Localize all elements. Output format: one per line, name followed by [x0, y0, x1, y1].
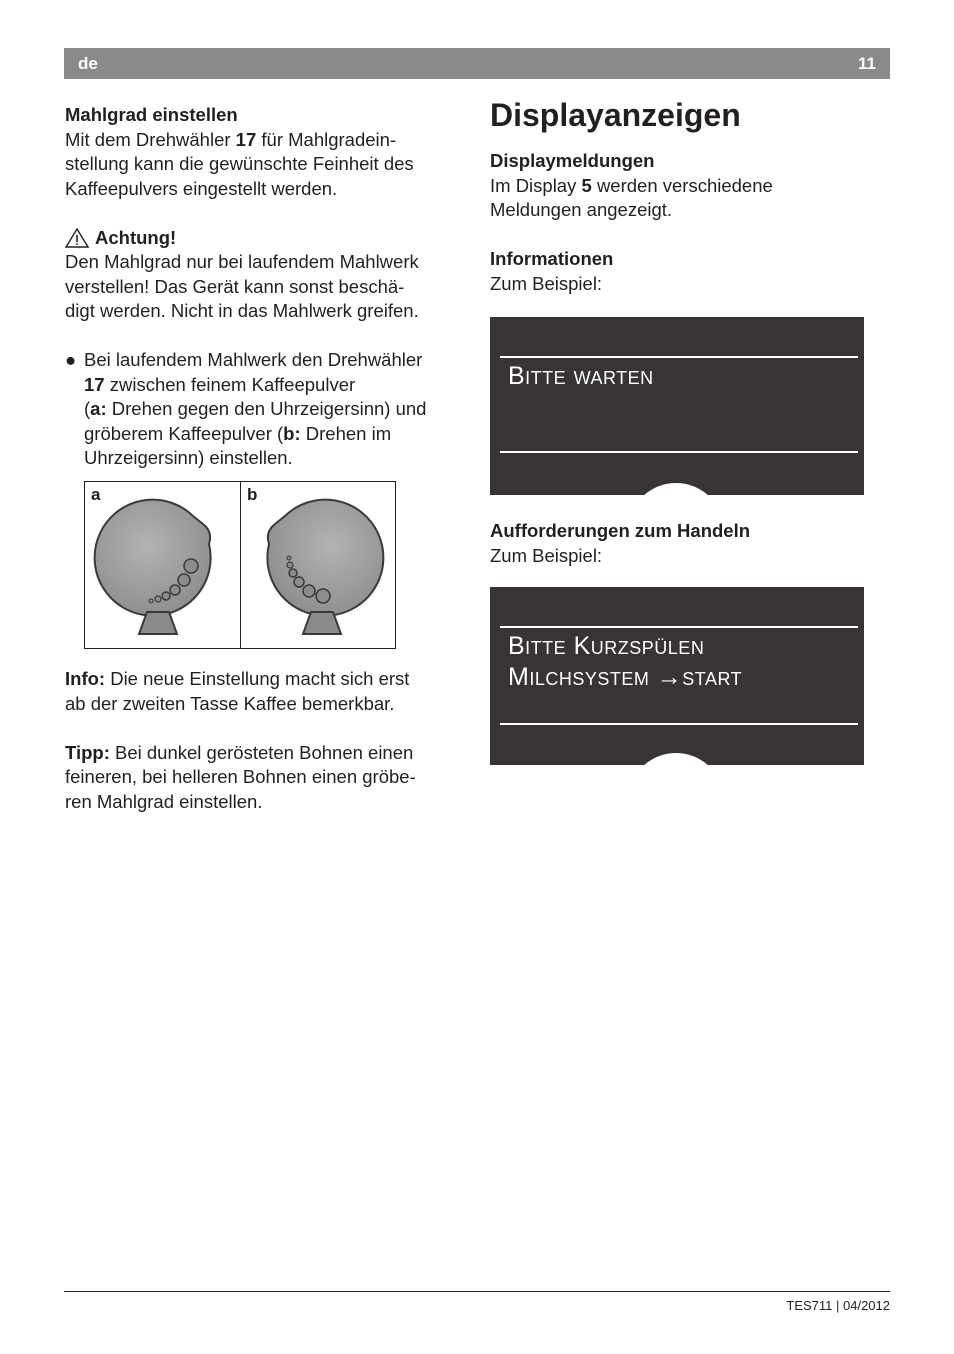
bullet-line-3: (a: Drehen gegen den Uhrzeigersinn) und [84, 398, 427, 419]
subheading-aufforderungen: Aufforderungen zum Handeln [490, 520, 751, 541]
page-number: 11 [858, 54, 876, 73]
warning-triangle-icon [65, 228, 89, 248]
grinder-dial-fine-icon [85, 482, 241, 648]
intro-line-3: Kaffeepulvers eingestellt werden. [65, 177, 338, 199]
warning-title: Achtung! [95, 226, 177, 248]
info-line-2: ab der zweiten Tasse Kaffee bemerkbar. [65, 692, 395, 714]
tip-line-1: Tipp: Bei dunkel gerösteten Bohnen einen [65, 741, 414, 763]
display-screen-action [490, 587, 864, 765]
display-divider-bottom [500, 723, 858, 725]
dial-label-b: b [247, 485, 258, 504]
display-message-milk-start: Milchsystem →start [508, 663, 743, 691]
warning-line-1: Den Mahlgrad nur bei laufendem Mahlwerk [65, 251, 419, 272]
right-column [490, 95, 890, 296]
bullet-line-5: Uhrzeigersinn) einstellen. [84, 447, 293, 468]
language-code: de [78, 54, 98, 73]
bullet-line-4: gröberem Kaffeepulver (b: Drehen im [84, 422, 392, 444]
intro-line-2: stellung kann die gewünschte Feinheit des [65, 153, 414, 174]
example-label-2: Zum Beispiel: [490, 544, 603, 566]
info-line-1: Info: Die neue Einstellung macht sich erst [65, 668, 410, 689]
display-screen-info [490, 317, 864, 495]
display-message-wait: Bitte warten [508, 362, 654, 390]
tip-line-3: ren Mahlgrad einstellen. [65, 790, 263, 812]
footer-model-date: TES711 | 04/2012 [786, 1298, 890, 1313]
page-header-bar [64, 48, 890, 79]
display-divider-top [500, 626, 858, 628]
intro-line-1: Mit dem Drehwähler 17 für Mahlgradein- [65, 128, 397, 150]
display-divider-top [500, 356, 858, 358]
display-knob-icon [628, 753, 724, 765]
display-divider-bottom [500, 451, 858, 453]
dial-cell-b [240, 482, 395, 648]
display-intro-line-1: Im Display 5 werden verschiedene [490, 174, 773, 196]
display-knob-icon [628, 483, 724, 495]
bullet-line-1: Bei laufendem Mahlwerk den Drehwähler [84, 349, 423, 370]
warning-line-3: digt werden. Nicht in das Mahlwerk greifen. [65, 300, 419, 321]
dial-label-a: a [91, 485, 101, 504]
tip-label: Tipp: [65, 741, 110, 763]
bullet-dot-icon: ● [65, 349, 77, 370]
left-column [65, 103, 465, 471]
warning-line-2: verstellen! Das Gerät kann sonst beschä- [65, 275, 405, 297]
info-label: Info: [65, 668, 106, 689]
subheading-informationen: Informationen [490, 248, 614, 269]
dial-cell-a [85, 482, 240, 648]
footer-rule [64, 1291, 890, 1292]
display-message-rinse: Bitte Kurzspülen [508, 632, 705, 660]
dial-illustration-table [84, 481, 396, 649]
right-column-lower [490, 519, 890, 568]
section-title-mahlgrad: Mahlgrad einstellen [65, 104, 238, 125]
example-label-1: Zum Beispiel: [490, 272, 603, 294]
notes-block [65, 667, 465, 814]
grinder-dial-coarse-icon [241, 482, 395, 648]
page-title: Displayanzeigen [490, 97, 741, 133]
display-intro-line-2: Meldungen angezeigt. [490, 199, 673, 220]
instruction-bullet [65, 348, 465, 471]
warning-heading [65, 226, 465, 251]
subheading-displaymeldungen: Displaymeldungen [490, 150, 655, 171]
bullet-line-2: 17 zwischen feinem Kaffeepulver [84, 373, 356, 395]
tip-line-2: feineren, bei helleren Bohnen einen gröbe- [65, 766, 416, 787]
